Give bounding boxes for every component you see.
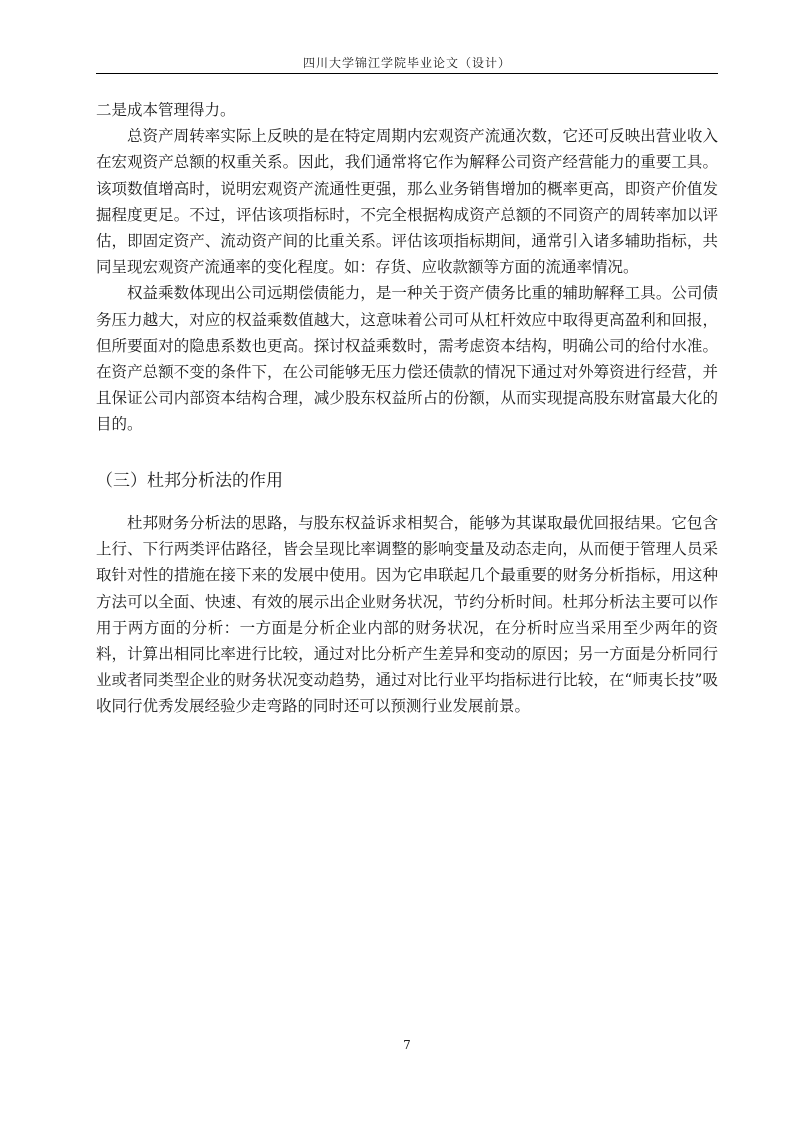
header-rule <box>96 73 718 74</box>
paragraph-equity-multiplier: 权益乘数体现出公司远期偿债能力，是一种关于资产债务比重的辅助解释工具。公司债务压力越大，对应的权益乘数值越大，这意味着公司可从杠杆效应中取得更高盈利和回报，但所要面对的隐患系数也更高。探讨权益乘数时，需考虑资本结构，明确公司的给付水准。在资产总额不变的条件下，在公司能够无压力偿还债款的情况下通过对外筹资进行经营，并且保证公司内部资本结构合理，减少股东权益所占的份额，从而实现提高股东财富最大化的目的。 <box>96 284 718 434</box>
body-text <box>96 97 718 438</box>
paragraph-cost-management: 二是成本管理得力。 <box>96 101 236 119</box>
section-body-text <box>96 510 718 720</box>
paragraph-asset-turnover: 总资产周转率实际上反映的是在特定周期内宏观资产流通次数，它还可反映出营业收入在宏观资产总额的权重关系。因此，我们通常将它作为解释公司资产经营能力的重要工具。该项数值增高时，说明宏观资产流通性更强，那么业务销售增加的概率更高，即资产价值发掘程度更足。不过，评估该项指标时，不完全根据构成资产总额的不同资产的周转率加以评估，即固定资产、流动资产间的比重关系。评估该项指标期间，通常引入诸多辅助指标，共同呈现宏观资产流通率的变化程度。如：存货、应收款额等方面的流通率情况。 <box>96 127 718 277</box>
page-number: 7 <box>403 1038 411 1052</box>
section-heading: （三）杜邦分析法的作用 <box>96 471 283 491</box>
page-header: 四川大学锦江学院毕业论文（设计） <box>302 56 511 70</box>
paragraph-dupont-role: 杜邦财务分析法的思路，与股东权益诉求相契合，能够为其谋取最优回报结果。它包含上行、下行两类评估路径，皆会呈现比率调整的影响变量及动态走向，从而便于管理人员采取针对性的措施在接下来的发展中使用。因为它串联起几个最重要的财务分析指标，用这种方法可以全面、快速、有效的展示出企业财务状况，节约分析时间。杜邦分析法主要可以作用于两方面的分析：一方面是分析企业内部的财务状况，在分析时应当采用至少两年的资料，计算出相同比率进行比较，通过对比分析产生差异和变动的原因；另一方面是分析同行业或者同类型企业的财务状况变动趋势，通过对比行业平均指标进行比较，在“师夷长技”吸收同行优秀发展经验少走弯路的同时还可以预测行业发展前景。 <box>96 514 718 716</box>
